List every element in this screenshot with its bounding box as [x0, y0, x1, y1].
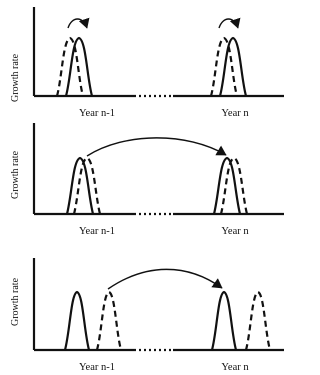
- panel-middle-right-solid-curve: [214, 158, 240, 214]
- panel-bottom-left-dashed-curve: [97, 292, 121, 350]
- panel-bottom-right-solid-curve: [212, 292, 236, 350]
- panel-middle-x-label-left: Year n-1: [79, 226, 115, 237]
- panel-bottom-left-solid-curve: [65, 292, 89, 350]
- panel-top-right-shift-arrow: [219, 19, 238, 28]
- panel-top: [10, 7, 284, 119]
- panel-bottom: [10, 258, 284, 373]
- panel-bottom-y-axis-label: Growth rate: [10, 277, 21, 327]
- panel-middle-left-dashed-curve: [74, 158, 100, 214]
- panel-bottom-x-label-right: Year n: [221, 362, 249, 373]
- panel-middle-y-axis-label: Growth rate: [10, 150, 21, 200]
- panel-top-y-axis-label: Growth rate: [10, 53, 21, 103]
- panel-bottom-x-label-left: Year n-1: [79, 362, 115, 373]
- panel-middle-transfer-arrow: [87, 138, 226, 156]
- panel-top-left-shift-arrow: [68, 19, 87, 28]
- panel-bottom-transfer-arrow: [108, 269, 222, 289]
- panel-bottom-right-dashed-curve: [246, 292, 270, 350]
- panel-middle-right-dashed-curve: [221, 158, 247, 214]
- panel-middle-x-label-right: Year n: [221, 226, 249, 237]
- panel-middle-left-solid-curve: [67, 158, 93, 214]
- panel-top-x-label-right: Year n: [221, 108, 249, 119]
- panel-middle: [10, 123, 284, 237]
- panel-top-x-label-left: Year n-1: [79, 108, 115, 119]
